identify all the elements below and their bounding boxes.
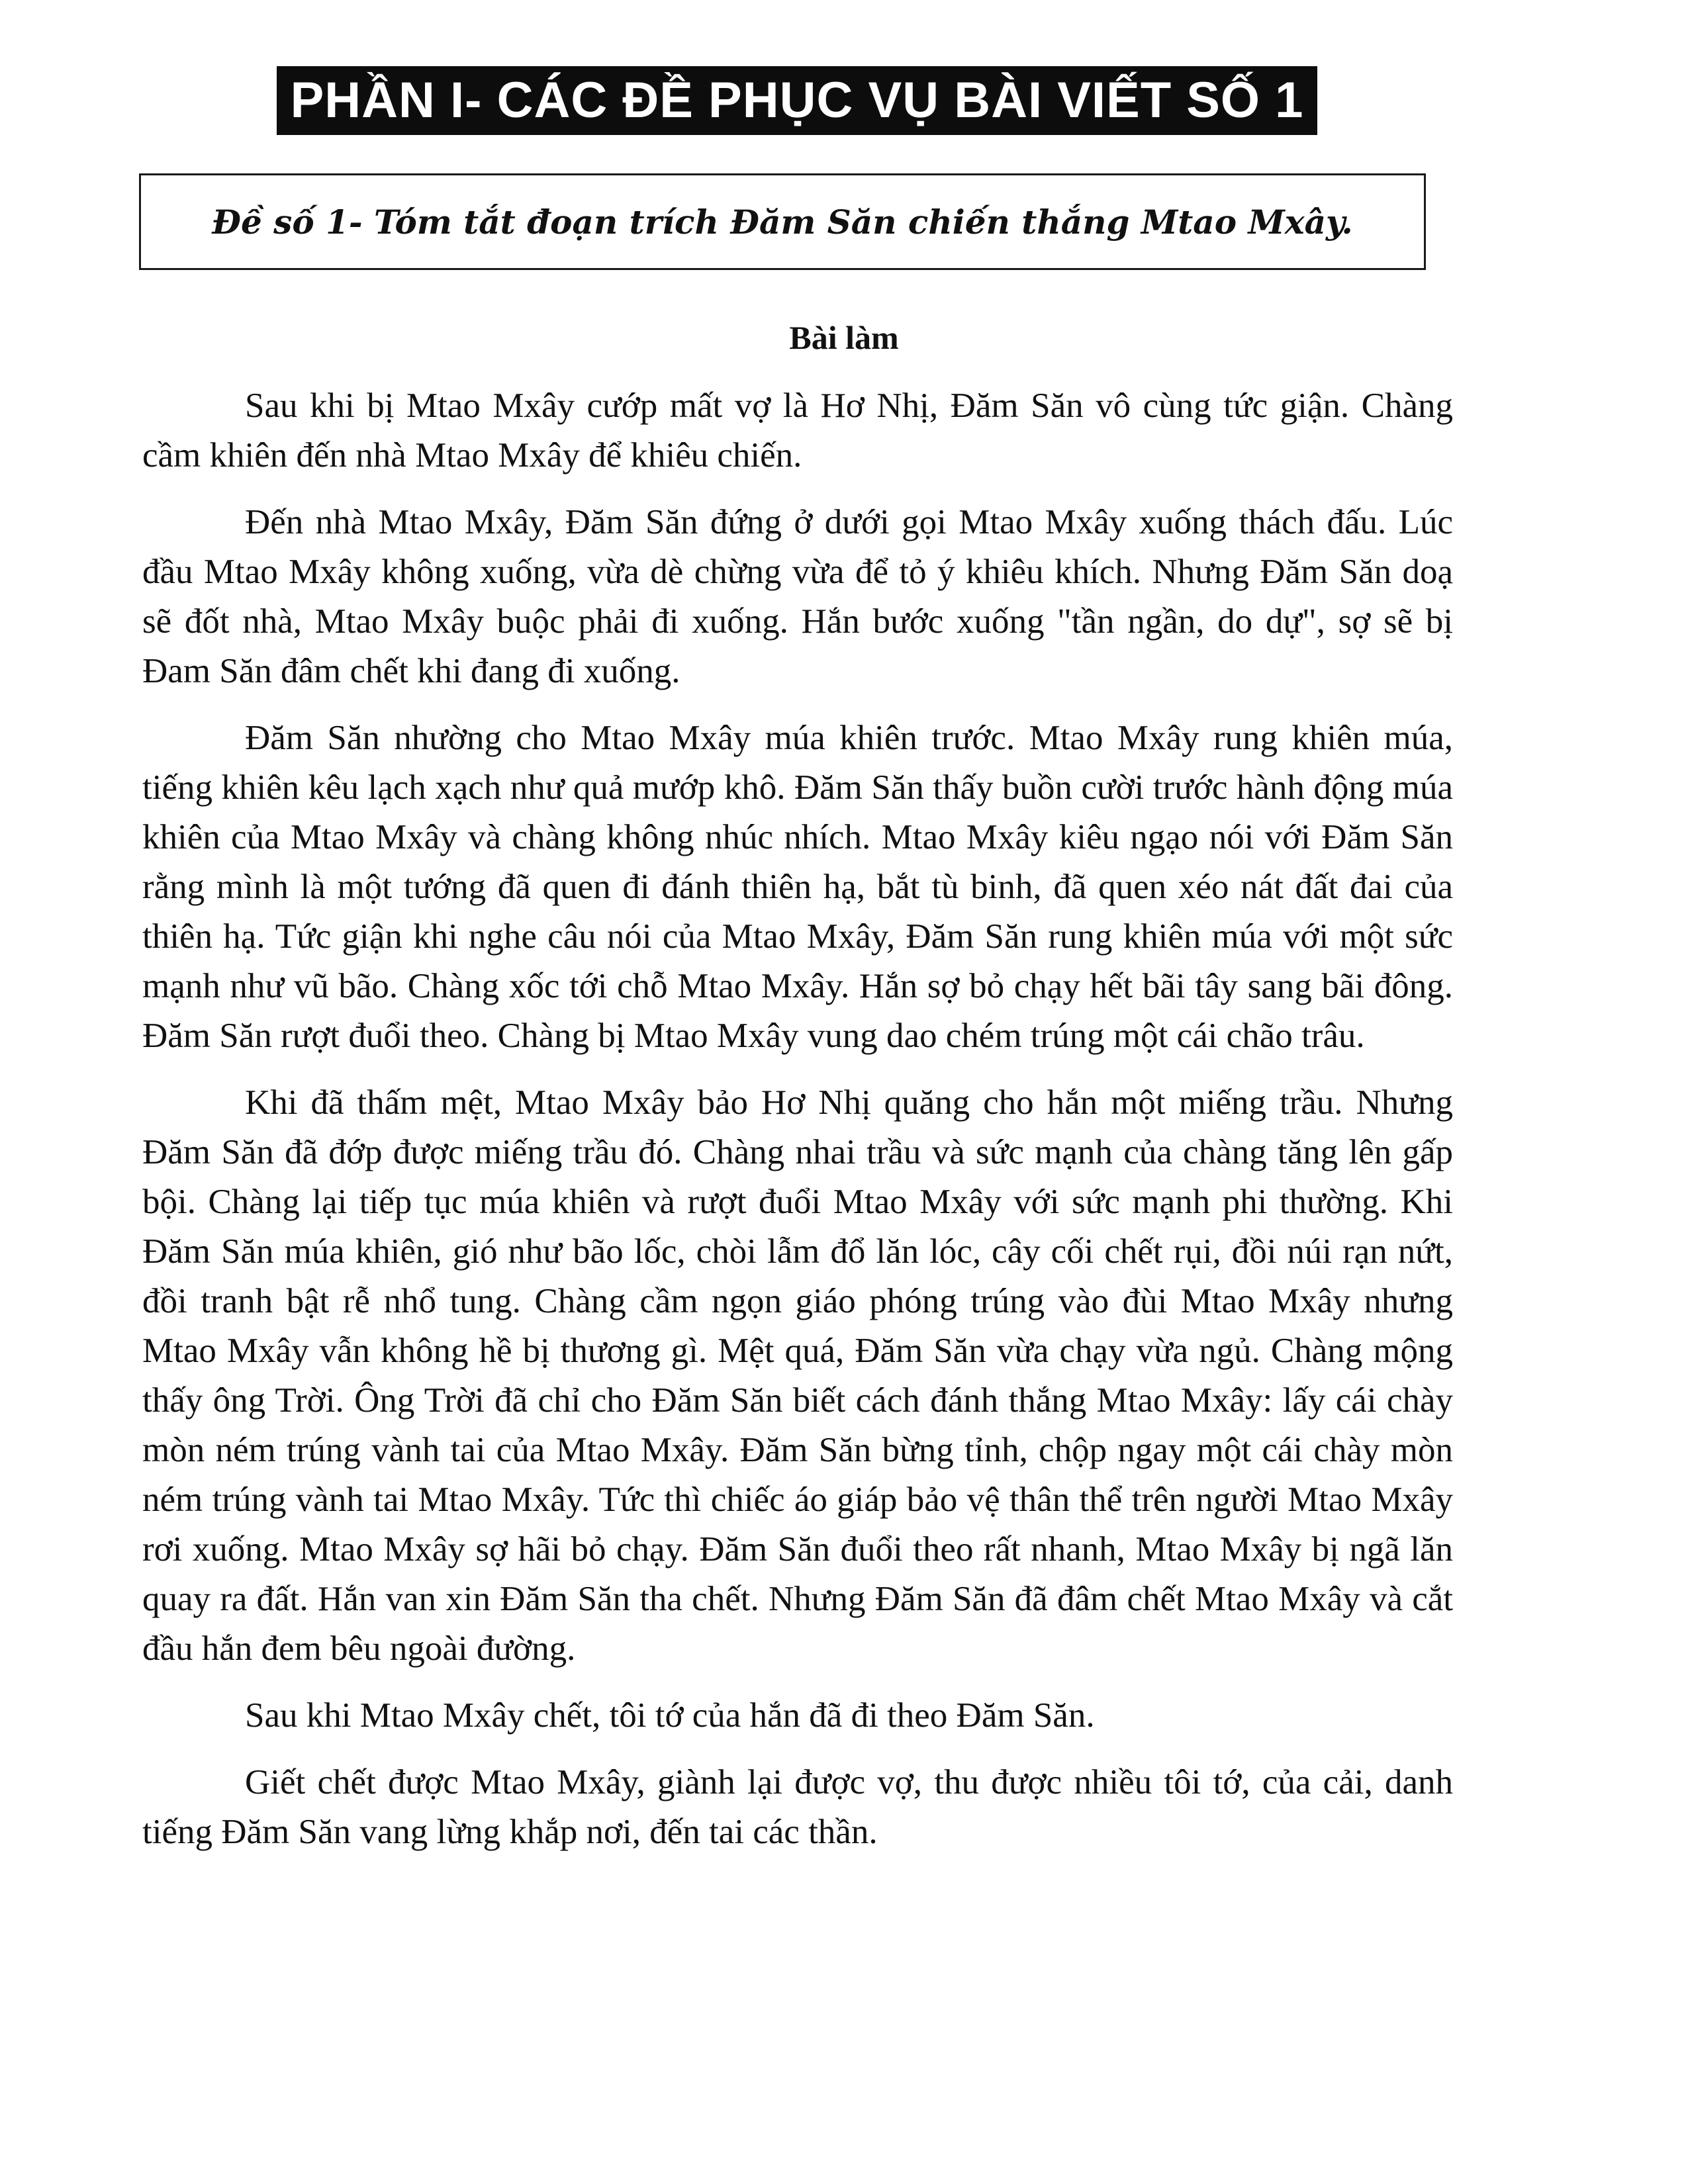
paragraph: Sau khi Mtao Mxây chết, tôi tớ của hắn đã đi theo Đăm Săn.: [245, 1696, 1095, 1735]
paragraph: Khi đã thấm mệt, Mtao Mxây bảo Hơ Nhị quăng cho hắn một miếng trầu. Nhưng Đăm Săn đã đớp được miếng trầu đó. Chàng nhai trầu và sức mạnh của chàng tăng lên gấp bội. Chàng lại tiếp tục múa khiên và rượt đuổi Mtao Mxây với sức mạnh phi thường. Khi Đăm Săn múa khiên, gió như bão lốc, chòi lẫm đổ lăn lóc, cây cối chết rụi, đồi núi rạn nứt, đồi tranh bật rễ nhổ tung. Chàng cầm ngọn giáo phóng trúng vào đùi Mtao Mxây nhưng Mtao Mxây vẫn không hề bị thương gì. Mệt quá, Đăm Săn vừa chạy vừa ngủ. Chàng mộng thấy ông Trời. Ông Trời đã chỉ cho Đăm Săn biết cách đánh thắng Mtao Mxây: lấy cái chày mòn ném trúng vành tai của Mtao Mxây. Đăm Săn bừng tỉnh, chộp ngay một cái chày mòn ném trúng vành tai Mtao Mxây. Tức thì chiếc áo giáp bảo vệ thân thể trên người Mtao Mxây rơi xuống. Mtao Mxây sợ hãi bỏ chạy. Đăm Săn đuổi theo rất nhanh, Mtao Mxây bị ngã lăn quay ra đất. Hắn van xin Đăm Săn tha chết. Nhưng Đăm Săn đã đâm chết Mtao Mxây và cắt đầu hắn đem bêu ngoài đường.: [142, 1083, 1453, 1668]
paragraph: Sau khi bị Mtao Mxây cướp mất vợ là Hơ Nhị, Đăm Săn vô cùng tức giận. Chàng cầm khiên đến nhà Mtao Mxây để khiêu chiến.: [142, 387, 1453, 475]
answer-heading: Bài làm: [789, 319, 899, 356]
section-title-banner: PHẦN I- CÁC ĐỀ PHỤC VỤ BÀI VIẾT SỐ 1: [277, 66, 1317, 135]
paragraph: Giết chết được Mtao Mxây, giành lại được vợ, thu được nhiều tôi tớ, của cải, danh tiếng Đăm Săn vang lừng khắp nơi, đến tai các thần.: [142, 1763, 1453, 1851]
exercise-title-box: [139, 173, 1426, 270]
exercise-title: Đề số 1- Tóm tắt đoạn trích Đăm Săn chiến thắng Mtao Mxây.: [212, 202, 1353, 242]
paragraph: Đăm Săn nhường cho Mtao Mxây múa khiên trước. Mtao Mxây rung khiên múa, tiếng khiên kêu lạch xạch như quả mướp khô. Đăm Săn thấy buồn cười trước hành động múa khiên của Mtao Mxây và chàng không nhúc nhích. Mtao Mxây kiêu ngạo nói với Đăm Săn rằng mình là một tướng đã quen đi đánh thiên hạ, bắt tù binh, đã quen xéo nát đất đai của thiên hạ. Tức giận khi nghe câu nói của Mtao Mxây, Đăm Săn rung khiên múa với một sức mạnh như vũ bão. Chàng xốc tới chỗ Mtao Mxây. Hắn sợ bỏ chạy hết bãi tây sang bãi đông. Đăm Săn rượt đuổi theo. Chàng bị Mtao Mxây vung dao chém trúng một cái chão trâu.: [142, 719, 1453, 1055]
answer-body: [142, 381, 1453, 1874]
paragraph: Đến nhà Mtao Mxây, Đăm Săn đứng ở dưới gọi Mtao Mxây xuống thách đấu. Lúc đầu Mtao Mxây không xuống, vừa dè chừng vừa để tỏ ý khiêu khích. Nhưng Đăm Săn doạ sẽ đốt nhà, Mtao Mxây buộc phải đi xuống. Hắn bước xuống "tần ngần, do dự", sợ sẽ bị Đam Săn đâm chết khi đang đi xuống.: [142, 503, 1453, 690]
